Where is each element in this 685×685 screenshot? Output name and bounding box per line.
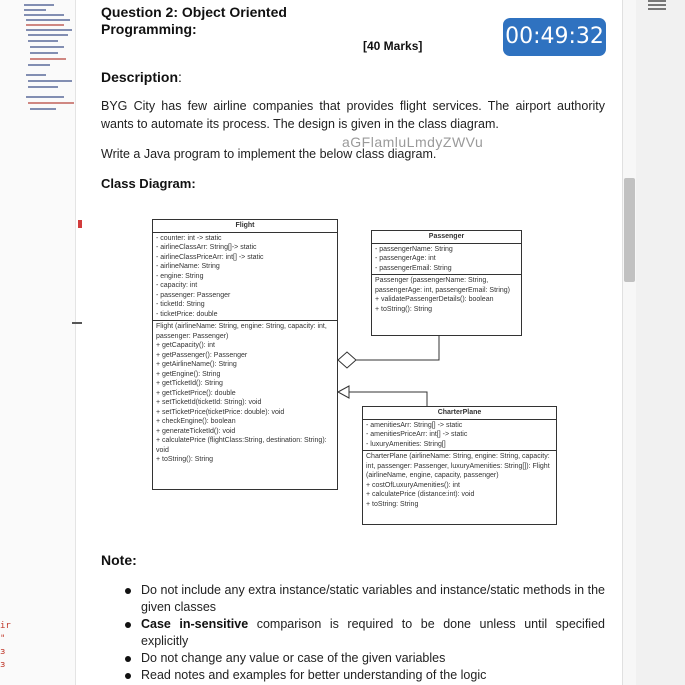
- charterplane-class-box: [362, 406, 557, 525]
- charterplane-method: + toString: String: [366, 500, 419, 508]
- flight-method: + setTicketId(ticketId: String): void: [156, 399, 262, 406]
- flight-method: + calculatePrice (flightClass:String, destination: String): void: [156, 437, 327, 454]
- flight-methods: [153, 321, 337, 466]
- question-title: Question 2: Object Oriented Programming:: [101, 4, 287, 37]
- note-list: [125, 582, 605, 684]
- inheritance-arrow: [338, 386, 349, 398]
- charterplane-methods: [363, 451, 556, 510]
- question-document: [92, 0, 622, 685]
- flight-attribute: - engine: String: [156, 272, 204, 280]
- note-item: Case in-sensitive comparison is required to be done unless until specified explicitly: [125, 616, 605, 650]
- watermark: aGFlamluLmdyZWVu: [342, 134, 484, 150]
- note-heading: Note:: [101, 552, 137, 568]
- passenger-constructor: Passenger (passengerName: String, passengerAge: int, passengerEmail: String): [375, 277, 511, 294]
- passenger-methods: [372, 275, 521, 315]
- note-item: Read notes and examples for better understanding of the logic: [125, 667, 605, 684]
- description-instruction: Write a Java program to implement the below class diagram.: [101, 147, 437, 161]
- gutter-line: з: [0, 660, 6, 670]
- aggregation-line: [356, 336, 439, 360]
- flight-attribute: - airlineClassArr: String[]-> static: [156, 244, 257, 251]
- passenger-attribute: - passengerEmail: String: [375, 264, 452, 272]
- charterplane-attribute: - luxuryAmenities: String[]: [366, 440, 446, 448]
- flight-method: + getCapacity(): int: [156, 342, 215, 349]
- charterplane-constructor: CharterPlane (airlineName: String, engine: String, capacity: int, passenger: Passenger, luxuryAmenities: String[]): Flight (airlineName, engine, capacity, passenger): [366, 453, 550, 479]
- menu-icon[interactable]: [648, 0, 666, 10]
- note-item: Do not include any extra instance/static variables and instance/static methods in the given classes: [125, 582, 605, 616]
- error-marker: [78, 220, 82, 228]
- charterplane-method: + calculatePrice (distance:int): void: [366, 491, 475, 498]
- flight-method: + getEngine(): String: [156, 370, 221, 378]
- passenger-class-box: [371, 230, 522, 336]
- flight-attribute: - capacity: int: [156, 282, 198, 289]
- flight-method: + checkEngine(): boolean: [156, 418, 236, 425]
- flight-method: + getPassenger(): Passenger: [156, 351, 248, 359]
- passenger-attribute: - passengerAge: int: [375, 255, 436, 262]
- flight-method: + toString(): String: [156, 456, 213, 463]
- flight-class-name: Flight: [153, 220, 337, 233]
- passenger-class-name: Passenger: [372, 231, 521, 244]
- gutter-line: ir: [0, 621, 11, 631]
- passenger-attributes: [372, 244, 521, 276]
- code-minimap[interactable]: [24, 4, 76, 119]
- gutter-line: ": [0, 634, 6, 644]
- inheritance-line: [349, 392, 427, 406]
- flight-attribute: - airlineName: String: [156, 263, 220, 270]
- passenger-attribute: - passengerName: String: [375, 245, 453, 253]
- flight-method: + setTicketPrice(ticketPrice: double): void: [156, 408, 285, 416]
- flight-method: + getAirlineName(): String: [156, 361, 237, 368]
- flight-constructor: Flight (airlineName: String, engine: String, capacity: int, passenger: Passenger): [156, 323, 327, 340]
- scrollbar-track[interactable]: [623, 0, 636, 685]
- scrollbar-thumb[interactable]: [624, 178, 635, 282]
- aggregation-diamond: [338, 352, 356, 368]
- flight-attributes: [153, 233, 337, 322]
- flight-attribute: - passenger: Passenger: [156, 291, 231, 299]
- uml-class-diagram: [152, 210, 567, 540]
- question-marks: [40 Marks]: [363, 39, 423, 53]
- class-diagram-heading: Class Diagram:: [101, 176, 196, 191]
- countdown-timer: 00:49:32: [503, 18, 606, 56]
- flight-attribute: - ticketId: String: [156, 301, 205, 308]
- note-item: Do not change any value or case of the given variables: [125, 650, 605, 667]
- fold-marker: [72, 322, 82, 324]
- passenger-method: + toString(): String: [375, 305, 432, 313]
- flight-attribute: - airlineClassPriceArr: int[] -> static: [156, 253, 264, 261]
- charterplane-attribute: - amenitiesPriceArr: int[] -> static: [366, 431, 468, 438]
- flight-class-box: [152, 219, 338, 490]
- charterplane-attributes: [363, 420, 556, 452]
- charterplane-method: + costOfLuxuryAmenities(): int: [366, 481, 460, 489]
- flight-attribute: - ticketPrice: double: [156, 310, 218, 318]
- code-gutter: [0, 620, 14, 685]
- charterplane-attribute: - amenitiesArr: String[] -> static: [366, 421, 463, 429]
- flight-method: + getTicketId(): String: [156, 380, 223, 387]
- passenger-method: + validatePassengerDetails(): boolean: [375, 296, 494, 303]
- description-heading: Description:: [101, 69, 182, 85]
- gutter-line: з: [0, 647, 6, 657]
- flight-method: + getTicketPrice(): double: [156, 389, 236, 397]
- charterplane-class-name: CharterPlane: [363, 407, 556, 420]
- flight-attribute: - counter: int -> static: [156, 234, 222, 242]
- description-paragraph: BYG City has few airline companies that provides flight services. The airport authority wants to automate its process. The design is given in the class diagram.: [101, 99, 605, 131]
- flight-method: + generateTicketId(): void: [156, 427, 236, 435]
- code-editor-panel[interactable]: [0, 0, 76, 685]
